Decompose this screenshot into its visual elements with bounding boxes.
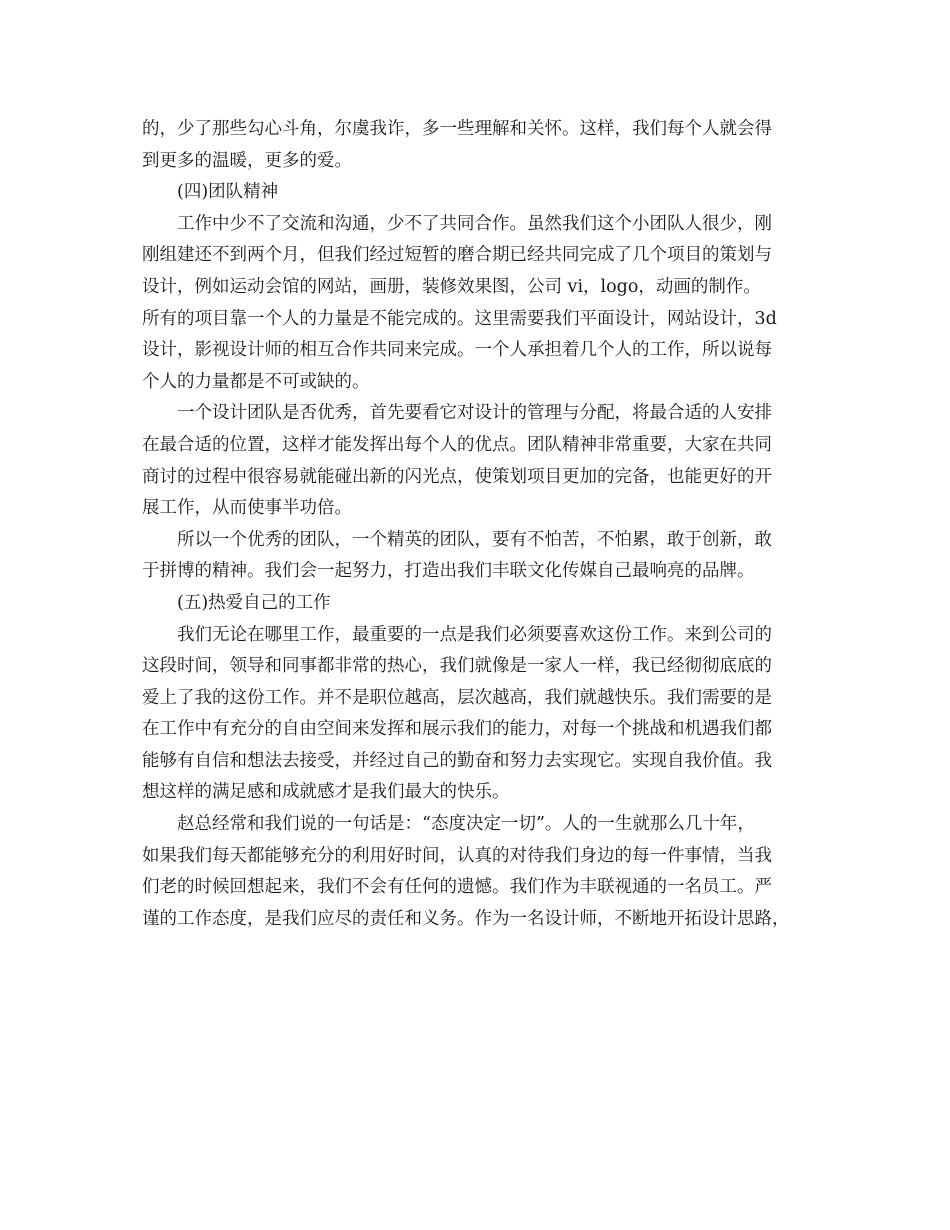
text-line: 于拼博的精神。我们会一起努力，打造出我们丰联文化传媒自己最响亮的品牌。 bbox=[142, 561, 755, 582]
text-line: 赵总经常和我们说的一句话是：“态度决定一切”。人的一生就那么几十年， bbox=[177, 814, 755, 835]
text-line: 工作中少不了交流和沟通，少不了共同合作。虽然我们这个小团队人很少，刚 bbox=[177, 213, 772, 234]
text-line: 谨的工作态度，是我们应尽的责任和义务。作为一名设计师，不断地开拓设计思路， bbox=[142, 908, 790, 929]
text-line: 的，少了那些勾心斗角，尔虞我诈，多一些理解和关怀。这样，我们每个人就会得 bbox=[142, 119, 772, 139]
text-line: 个人的力量都是不可或缺的。 bbox=[142, 371, 370, 392]
paragraph bbox=[142, 525, 817, 588]
paragraph-continuation bbox=[142, 114, 817, 177]
paragraph bbox=[142, 809, 817, 935]
text-line: 想这样的满足感和成就感才是我们最大的快乐。 bbox=[142, 782, 510, 803]
text-line: 能够有自信和想法去接受，并经过自己的勤奋和努力去实现它。实现自我价值。我 bbox=[142, 750, 772, 771]
text-line: 如果我们每天都能够充分的利用好时间，认真的对待我们身边的每一件事情，当我 bbox=[142, 845, 772, 866]
text-line: 这段时间，领导和同事都非常的热心，我们就像是一家人一样，我已经彻彻底底的 bbox=[142, 656, 772, 677]
text-line: 们老的时候回想起来，我们不会有任何的遗憾。我们作为丰联视通的一名员工。严 bbox=[142, 877, 772, 898]
text-line: 爱上了我的这份工作。并不是职位越高，层次越高，我们就越快乐。我们需要的是 bbox=[142, 687, 772, 708]
text-line: 所以一个优秀的团队，一个精英的团队，要有不怕苦，不怕累，敢于创新，敢 bbox=[177, 529, 772, 550]
text-line: 我们无论在哪里工作，最重要的一点是我们必须要喜欢这份工作。来到公司的 bbox=[177, 624, 772, 645]
section-heading-love-your-work bbox=[142, 588, 817, 620]
document-body bbox=[142, 114, 817, 935]
text-line: 设计，例如运动会馆的网站，画册，装修效果图，公司 vi，logo，动画的制作。 bbox=[142, 276, 761, 297]
text-line: 所有的项目靠一个人的力量是不能完成的。这里需要我们平面设计，网站设计，3d bbox=[142, 308, 777, 329]
text-line: 在最合适的位置，这样才能发挥出每个人的优点。团队精神非常重要，大家在共同 bbox=[142, 434, 772, 455]
paragraph bbox=[142, 209, 817, 399]
paragraph bbox=[142, 620, 817, 810]
text-line: 刚组建还不到两个月，但我们经过短暂的磨合期已经共同完成了几个项目的策划与 bbox=[142, 245, 772, 266]
paragraph bbox=[142, 398, 817, 524]
heading-text: (四)团队精神 bbox=[177, 182, 279, 203]
text-line: 展工作，从而使事半功倍。 bbox=[142, 498, 352, 519]
heading-text: (五)热爱自己的工作 bbox=[177, 592, 331, 613]
text-line: 到更多的温暖，更多的爱。 bbox=[142, 150, 352, 171]
section-heading-team-spirit bbox=[142, 177, 817, 209]
text-line: 在工作中有充分的自由空间来发挥和展示我们的能力，对每一个挑战和机遇我们都 bbox=[142, 719, 772, 740]
text-line: 设计，影视设计师的相互合作共同来完成。一个人承担着几个人的工作，所以说每 bbox=[142, 340, 772, 361]
text-line: 一个设计团队是否优秀，首先要看它对设计的管理与分配，将最合适的人安排 bbox=[177, 403, 772, 424]
text-line: 商讨的过程中很容易就能碰出新的闪光点，使策划项目更加的完备，也能更好的开 bbox=[142, 466, 772, 487]
